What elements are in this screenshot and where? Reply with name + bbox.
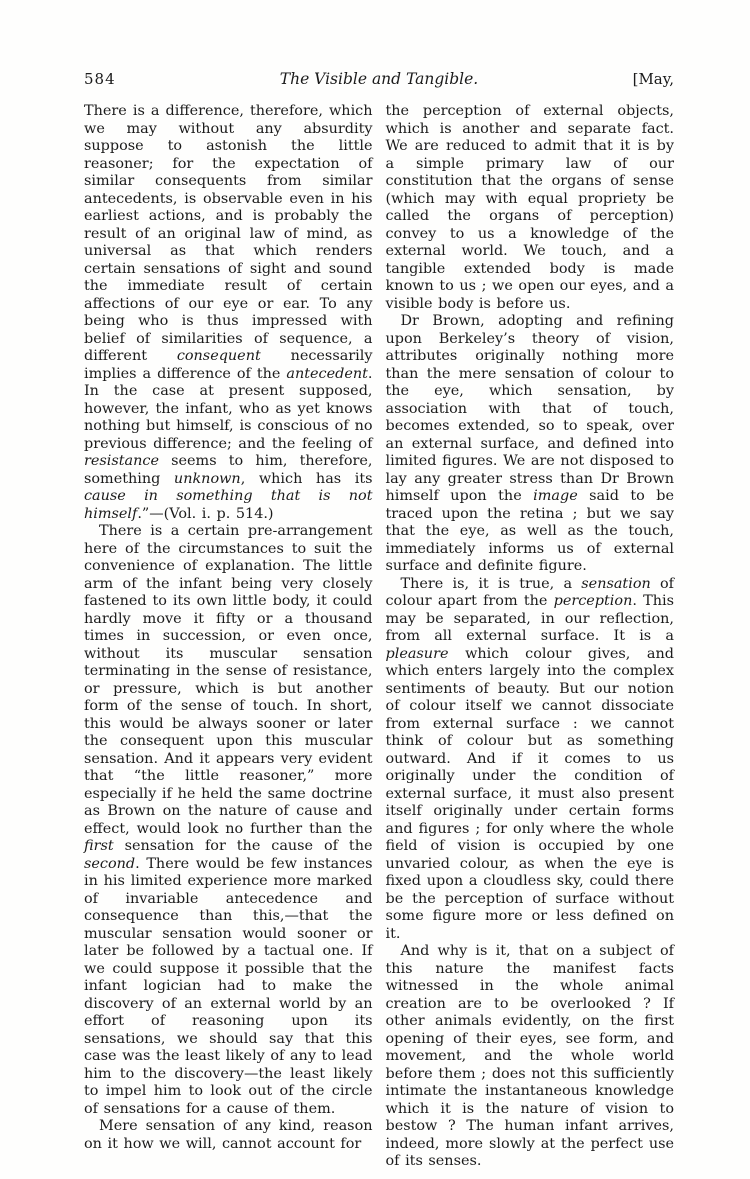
text-columns (84, 103, 674, 1171)
left-column (84, 103, 373, 1171)
paragraph: There is a certain pre-arrangement here of the circumstances to suit the convenience of explanation. The little arm of the infant being very closely fastened to its own little body, it could hardly move it fifty or a thousand times in succession, or even once, without its muscular sensation terminating in the sense of resistance, or pressure, which is but another form of the sense of touch. In short, this would be always sooner or later the consequent upon this muscular sensation. And it appears very evident that “the little reasoner,” more especially if he held the same doctrine as Brown on the nature of cause and effect, would look no further than the first sensation for the cause of the second. There would be few instances in his limited experience more marked of invariable antecedence and consequence than this,—that the muscular sensation would sooner or later be followed by a tactual one. If we could suppose it possible that the infant logician had to make the discovery of an external world by an effort of reasoning upon its sensations, we should say that this case was the least likely of any to lead him to the discovery—the least likely to impel him to look out of the circle of sensations for a cause of them. (84, 523, 373, 1117)
paragraph: the perception of external objects, which is another and separate fact. We are reduced to admit that it is by a simple primary law of our constitution that the organs of sense (which may with equal propriety be called the organs of perception) convey to us a knowledge of the external world. We touch, and a tangible extended body is made known to us ; we open our eyes, and a visible body is before us. (385, 103, 674, 312)
page-number: 584 (84, 70, 116, 88)
paragraph: There is, it is true, a sensation of colour apart from the perception. This may be separated, in our reflection, from all external surface. It is a pleasure which colour gives, and which enters largely into the complex sentiments of beauty. But our notion of colour itself we cannot dissociate from external surface : we cannot think of colour but as something outward. And if it comes to us originally under the condition of external surface, it must also present itself originally under certain forms and figures ; for only where the whole field of vision is occupied by one unvaried colour, as when the eye is fixed upon a cloudless sky, could there be the perception of surface without some figure more or less defined on it. (385, 575, 674, 942)
paragraph: There is a difference, therefore, which we may without any absurdity suppose to astonish the little reasoner; for the expectation of similar consequents from similar antecedents, is observable even in his earliest actions, and is probably the result of an original law of mind, as universal as that which renders certain sensations of sight and sound the immediate result of certain affections of our eye or ear. To any being who is thus impressed with belief of similarities of sequence, a different consequent necessarily implies a difference of the antecedent. In the case at present supposed, however, the infant, who as yet knows nothing but himself, is conscious of no previous difference; and the feeling of resistance seems to him, therefore, something unknown, which has its cause in something that is not himself.”—(Vol. i. p. 514.) (84, 103, 373, 522)
right-column (386, 103, 675, 1171)
issue-date: [May, (632, 70, 674, 88)
page-header (84, 70, 674, 88)
paragraph: Mere sensation of any kind, reason on it how we will, cannot account for (84, 1118, 373, 1152)
paragraph: And why is it, that on a subject of this nature the manifest facts witnessed in the whole animal creation are to be overlooked ? If other animals evidently, on the first opening of their eyes, see form, and movement, and the whole world before them ; does not this sufficiently intimate the instantaneous knowledge which it is the nature of vision to bestow ? The human infant arrives, indeed, more slowly at the perfect use of its senses. (385, 943, 674, 1169)
running-title: The Visible and Tangible. (279, 70, 479, 88)
paragraph: Dr Brown, adopting and refining upon Berkeley’s theory of vision, attributes originally nothing more than the mere sensation of colour to the eye, which sensation, by association with that of touch, becomes extended, so to speak, over an external surface, and defined into limited figures. We are not disposed to lay any greater stress than Dr Brown himself upon the image said to be traced upon the retina ; but we say that the eye, as well as the touch, immediately informs us of external surface and definite figure. (385, 313, 674, 574)
